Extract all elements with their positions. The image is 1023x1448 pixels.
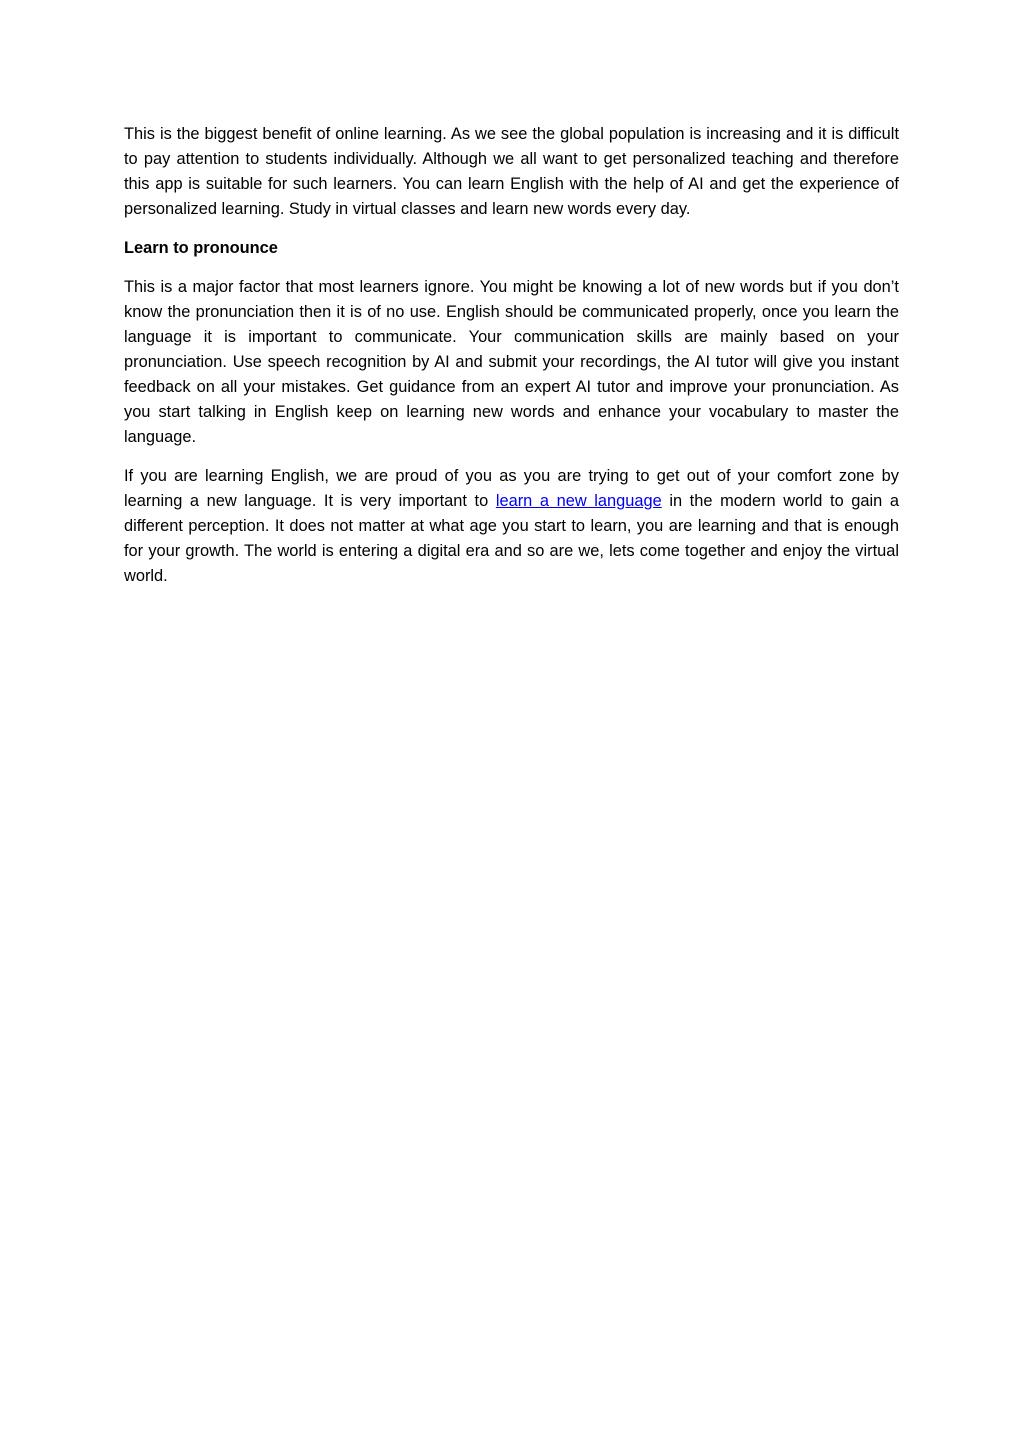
document-body: [124, 122, 899, 603]
paragraph-conclusion: [124, 464, 899, 589]
learn-a-new-language-link[interactable]: learn a new language: [495, 492, 662, 510]
paragraph-conclusion-text-before-link: If you are learning English, we are proud of you as you are trying to get out of your comfort zone by learning a new language. It is very important to: [124, 467, 899, 510]
paragraph-conclusion-text-after-link: in the modern world to gain a different perception. It does not matter at what age you start to learn, you are learning and that is enough for your growth. The world is entering a digital era and so are we, lets come together and enjoy the virtual world.: [124, 492, 899, 585]
paragraph-pronunciation: This is a major factor that most learners ignore. You might be knowing a lot of new words but if you don’t know the pronunciation then it is of no use. English should be communicated properly, once you learn the language it is important to communicate. Your communication skills are mainly based on your pronunciation. Use speech recognition by AI and submit your recordings, the AI tutor will give you instant feedback on all your mistakes. Get guidance from an expert AI tutor and improve your pronunciation. As you start talking in English keep on learning new words and enhance your vocabulary to master the language.: [124, 278, 899, 446]
paragraph-personalized-learning: This is the biggest benefit of online learning. As we see the global population is increasing and it is difficult to pay attention to students individually. Although we all want to get personalized teaching and therefore this app is suitable for such learners. You can learn English with the help of AI and get the experience of personalized learning. Study in virtual classes and learn new words every day.: [124, 125, 899, 218]
section-heading-learn-to-pronounce: Learn to pronounce: [124, 239, 278, 257]
